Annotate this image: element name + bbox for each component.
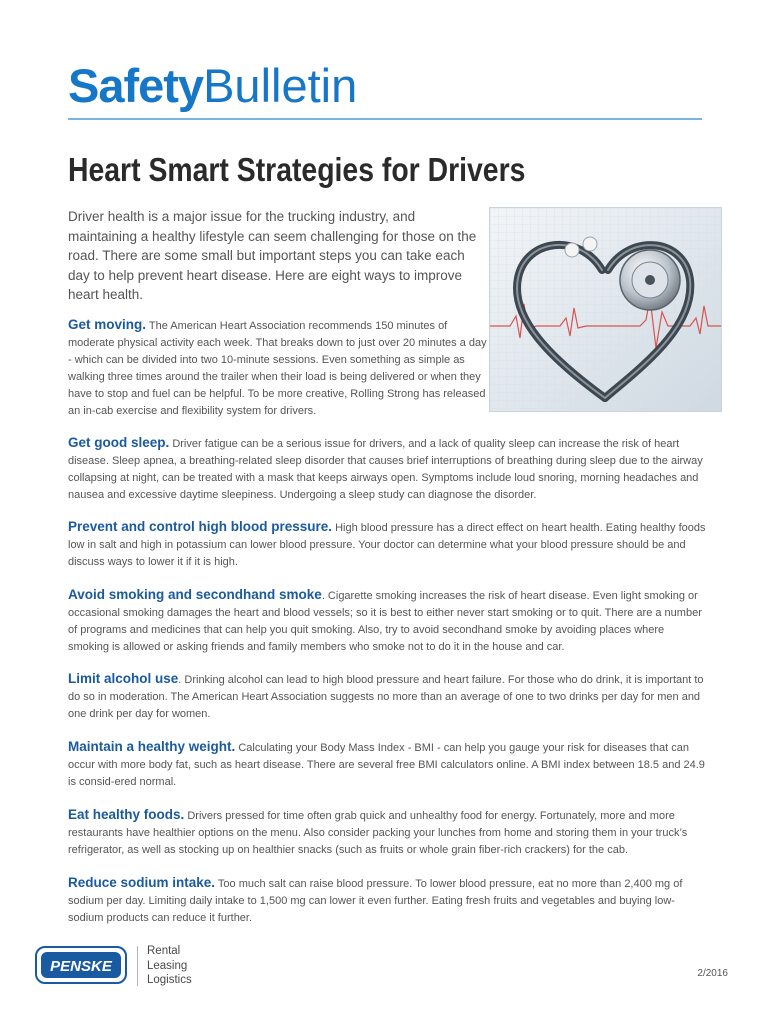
penske-logo-mark xyxy=(35,944,127,986)
section-heading: Limit alcohol use xyxy=(68,671,179,686)
section-avoid-smoking xyxy=(68,586,708,656)
section-heading: Maintain a healthy weight. xyxy=(68,739,236,754)
section-heading: Get moving. xyxy=(68,317,147,332)
section-heading: Reduce sodium intake. xyxy=(68,875,216,890)
masthead xyxy=(68,59,358,112)
stethoscope-illustration xyxy=(490,208,721,411)
section-eat-healthy xyxy=(68,806,708,859)
stethoscope-heart-image xyxy=(489,207,722,412)
section-body: Too much salt can raise blood pressure. To lower blood pressure, eat no more than 2,400 mg of sodium per day. Limiting daily intake to 1,500 mg can lower it even further. Eating fresh fruits and vegetables and buying low-sodium products can reduce it further. xyxy=(68,878,683,924)
section-get-good-sleep xyxy=(68,434,708,504)
tagline-logistics: Logistics xyxy=(147,974,192,986)
section-body: Driver fatigue can be a serious issue for drivers, and a lack of quality sleep can increase the risk of heart disease. Sleep apnea, a breathing-related sleep disorder that causes brief interruptions of breathing during sleep due to the airway collapsing at night, can be treated with a mask that keeps airways open. Symptoms include loud snoring, morning headaches and nausea and excessive daytime sleepiness. Undergoing a sleep study can diagnose the disorder. xyxy=(68,438,703,501)
tagline-leasing: Leasing xyxy=(147,959,188,972)
publication-date: 2/2016 xyxy=(697,968,728,979)
section-heading: Get good sleep. xyxy=(68,435,170,450)
section-body: The American Heart Association recommends 150 minutes of moderate physical activity each week. That breaks down to just over 20 minutes a day - which can be divided into two 10-minute sessions. Even something as simple as walking three times around the trailer when their load is being delivered or when they have to stop and fuel can be helpful. To be more creative, Rolling Strong has released an in-cab exercise and flexibility system for drivers. xyxy=(68,320,487,417)
tagline-rental: Rental xyxy=(147,945,181,957)
section-body: Drivers pressed for time often grab quick and unhealthy food for energy. Fortunately, more and more restaurants have healthier options on the menu. Also consider packing your lunches from home and storing them in your truck’s refrigerator, as well as stocking up on healthier snacks (such as fruits or whole grain fiber-rich crackers) for the cab. xyxy=(68,810,688,856)
section-body: . Drinking alcohol can lead to high blood pressure and heart failure. For those who do drink, it is important to do so in moderation. The American Heart Association suggests no more than an average of one to two drinks per day for men and one drink per day for women. xyxy=(68,674,704,720)
section-body: . Cigarette smoking increases the risk of heart disease. Even light smoking or occasional smoking damages the heart and blood vessels; so it is best to either never start smoking or to quit. There are a number of programs and medicines that can help you quit smoking. Also, try to avoid secondhand smoke by avoiding places where smoking is allowed or asking friends and family members who smoke not to do it in the house and car. xyxy=(68,590,702,653)
section-body: High blood pressure has a direct effect on heart health. Eating healthy foods low in salt and high in potassium can lower blood pressure. Your doctor can determine what your blood pressure should be and discuss ways to lower it if it is high. xyxy=(68,522,706,568)
section-reduce-sodium xyxy=(68,874,708,927)
section-heading: Avoid smoking and secondhand smoke xyxy=(68,587,322,602)
section-blood-pressure xyxy=(68,518,708,571)
intro-paragraph: Driver health is a major issue for the trucking industry, and maintaining a healthy lifestyle can seem challenging for those on the road. There are some small but important steps you can take each day to help prevent heart disease. Here are eight ways to improve heart health. xyxy=(68,209,477,302)
section-healthy-weight xyxy=(68,738,708,791)
section-get-moving xyxy=(68,316,488,420)
logo-text: PENSKE xyxy=(50,958,112,975)
masthead-rule xyxy=(68,118,702,120)
page-title: Heart Smart Strategies for Drivers xyxy=(68,151,526,188)
section-limit-alcohol xyxy=(68,670,708,723)
logo-divider xyxy=(137,946,138,986)
section-heading: Eat healthy foods. xyxy=(68,807,185,822)
masthead-bulletin: Bulletin xyxy=(203,59,358,112)
masthead-safety: Safety xyxy=(68,59,204,112)
penske-logo xyxy=(35,944,127,986)
section-heading: Prevent and control high blood pressure. xyxy=(68,519,333,534)
tagline xyxy=(147,944,192,988)
section-body: Calculating your Body Mass Index - BMI - can help you gauge your risk for diseases that can occur with more body fat, such as heart disease. There are several free BMI calculators online. A BMI index between 18.5 and 24.9 is consid-ered normal. xyxy=(68,742,705,788)
